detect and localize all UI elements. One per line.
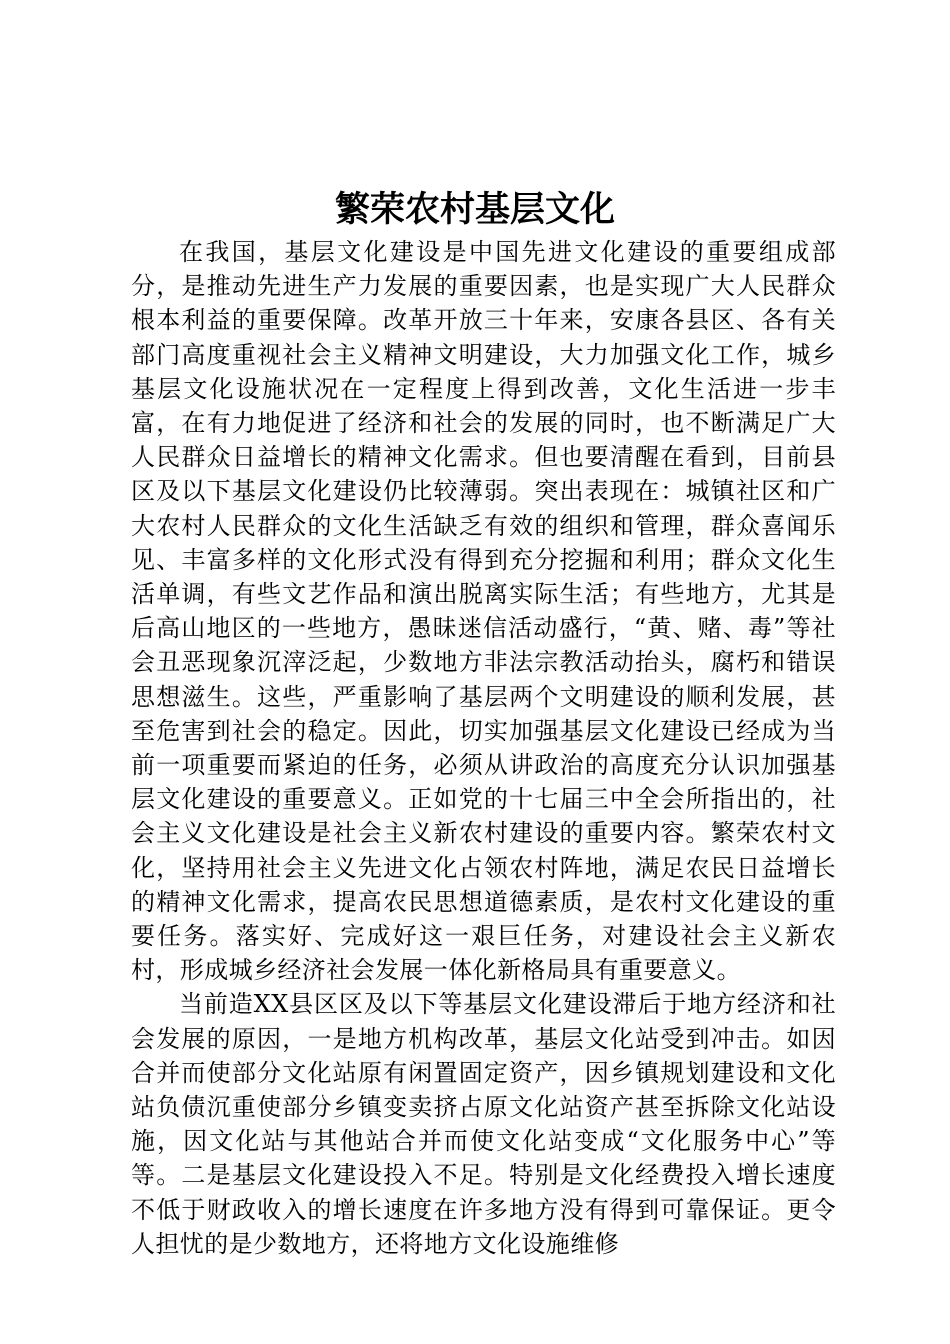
document-title: 繁荣农村基层文化: [334, 189, 615, 230]
paragraph: 在我国，基层文化建设是中国先进文化建设的重要组成部分，是推动先进生产力发展的重要因素，也是实现广大人民群众根本利益的重要保障。改革开放三十年来，安康各县区、各有关部门高度重视社会主义精神文明建设，大力加强文化工作，城乡基层文化设施状况在一定程度上得到改善，文化生活进一步丰富，在有力地促进了经济和社会的发展的同时，也不断满足广大人民群众日益增长的精神文化需求。但也要清醒在看到，目前县区及以下基层文化建设仍比较薄弱。突出表现在：城镇社区和广大农村人民群众的文化生活缺乏有效的组织和管理，群众喜闻乐见、丰富多样的文化形式没有得到充分挖掘和利用；群众文化生活单调，有些文艺作品和演出脱离实际生活；有些地方，尤其是后高山地区的一些地方，愚昧迷信活动盛行，“黄、赌、毒”等社会丑恶现象沉滓泛起，少数地方非法宗教活动抬头，腐朽和错误思想滋生。这些，严重影响了基层两个文明建设的顺利发展，甚至危害到社会的稳定。因此，切实加强基层文化建设已经成为当前一项重要而紧迫的任务，必须从讲政治的高度充分认识加强基层文化建设的重要意义。正如党的十七届三中全会所指出的，社会主义文化建设是社会主义新农村建设的重要内容。繁荣农村文化，坚持用社会主义先进文化占领农村阵地，满足农民日益增长的精神文化需求，提高农民思想道德素质，是农村文化建设的重要任务。落实好、完成好这一艰巨任务，对建设社会主义新农村，形成城乡经济社会发展一体化新格局具有重要意义。: [131, 238, 836, 985]
paragraph: 当前造XX县区区及以下等基层文化建设滞后于地方经济和社会发展的原因，一是地方机构改革，基层文化站受到冲击。如因合并而使部分文化站原有闲置固定资产，因乡镇规划建设和文化站负债沉重使部分乡镇变卖挤占原文化站资产甚至拆除文化站设施，因文化站与其他站合并而使文化站变成“文化服务中心”等等。二是基层文化建设投入不足。特别是文化经费投入增长速度不低于财政收入的增长速度在许多地方没有得到可靠保证。更令人担忧的是少数地方，还将地方文化设施维修: [131, 990, 836, 1258]
document-body: [131, 235, 836, 1261]
